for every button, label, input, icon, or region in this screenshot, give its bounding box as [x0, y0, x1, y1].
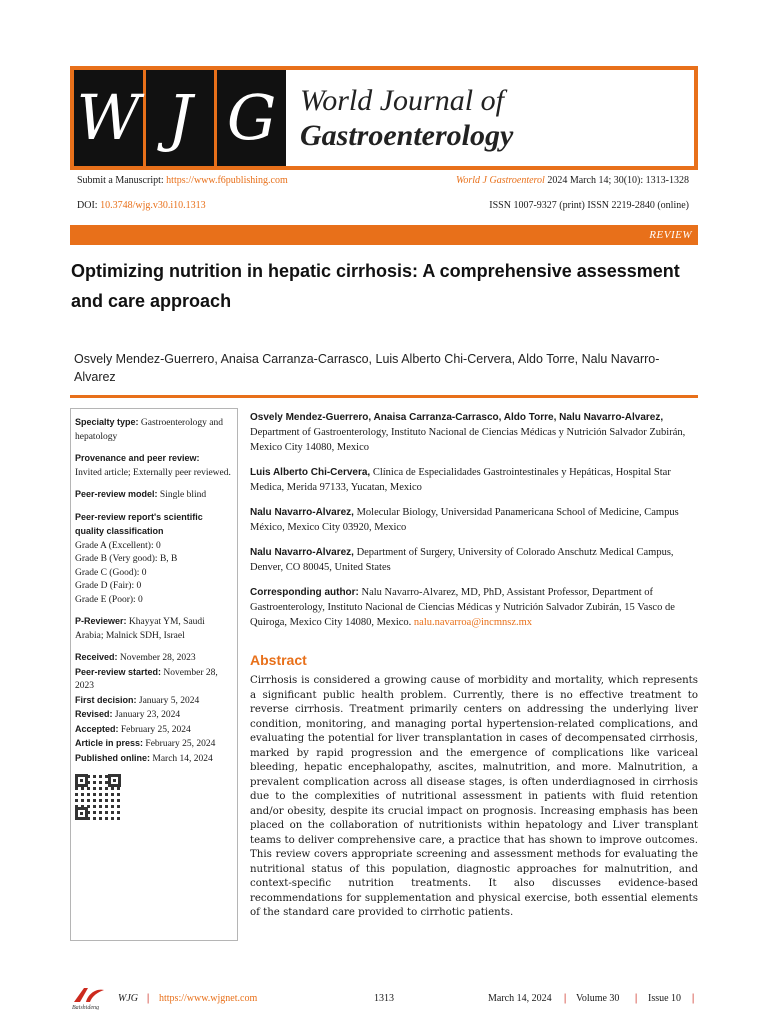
divider	[70, 395, 698, 398]
journal-name-line2: Gastroenterology	[300, 118, 514, 152]
article-type-bar: REVIEW	[70, 225, 698, 245]
affiliation	[250, 545, 698, 575]
date-peer-review-started	[75, 666, 233, 694]
logo-letter-j: J	[146, 70, 215, 166]
footer-journal: WJG	[118, 993, 138, 1004]
specialty-label: Specialty type:	[75, 417, 139, 427]
affiliation-text: Department of Surgery, University of Colorado Anschutz Medical Campus, Denver, CO 80045, United States	[250, 547, 674, 573]
journal-name-line1: World Journal of	[300, 84, 504, 117]
date-value: March 14, 2024	[152, 753, 213, 764]
submit-label: Submit a Manuscript:	[77, 175, 164, 186]
date-label: Article in press:	[75, 738, 144, 748]
provenance-label: Provenance and peer review:	[75, 453, 200, 463]
date-in-press	[75, 737, 233, 752]
date-value: February 25, 2024	[145, 739, 216, 749]
corresponding-email-link[interactable]: nalu.navarroa@incmnsz.mx	[413, 617, 533, 628]
qr-code-icon[interactable]	[75, 774, 121, 820]
classification-label: Peer-review report's scientific quality classification	[75, 511, 203, 536]
affiliation-authors: Nalu Navarro-Alvarez,	[250, 507, 354, 518]
affiliation	[250, 410, 698, 455]
footer-issue: Issue 10	[648, 993, 682, 1004]
abstract-heading: Abstract	[250, 652, 307, 668]
p-reviewer	[75, 615, 233, 643]
citation	[456, 175, 689, 186]
journal-logo	[74, 70, 286, 166]
date-accepted	[75, 723, 233, 738]
citation-details: 2024 March 14; 30(10): 1313-1328	[547, 175, 689, 186]
author-list: Osvely Mendez-Guerrero, Anaisa Carranza-Carrasco, Luis Alberto Chi-Cervera, Aldo Torre, Nalu Navarro-Alvarez	[74, 352, 660, 384]
grade-c: Grade C (Good): 0	[75, 567, 147, 578]
date-first-decision	[75, 694, 233, 709]
corresponding-label: Corresponding author:	[250, 587, 359, 598]
date-received	[75, 651, 233, 666]
date-published	[75, 752, 233, 767]
baishideng-logo-icon	[70, 984, 110, 1010]
reviewer-label: P-Reviewer:	[75, 616, 127, 626]
doi	[77, 200, 206, 211]
date-label: Revised:	[75, 709, 113, 719]
peer-review-model	[75, 488, 233, 503]
affiliation-authors: Osvely Mendez-Guerrero, Anaisa Carranza-Carrasco, Aldo Torre, Nalu Navarro-Alvarez,	[250, 412, 664, 423]
footer-separator: |	[635, 993, 638, 1004]
date-value: January 23, 2024	[114, 710, 181, 720]
logo-letter-g: G	[217, 70, 286, 166]
footer-url-link[interactable]: https://www.wjgnet.com	[159, 993, 258, 1004]
article-info-sidebar	[70, 408, 238, 941]
date-value: November 28, 2023	[119, 653, 196, 663]
date-label: Peer-review started:	[75, 666, 162, 677]
logo-letter-w: W	[74, 70, 143, 166]
peer-model-label: Peer-review model:	[75, 489, 158, 499]
peer-model-value: Single blind	[159, 490, 207, 500]
page-footer	[70, 990, 698, 1010]
publisher-mark: Baishideng	[72, 1005, 99, 1010]
article-dates	[75, 651, 233, 766]
affiliation	[250, 505, 698, 535]
affiliation-text: Clínica de Especialidades Gastrointestinales y Hepáticas, Hospital Star Medica, Merida 97133, Yucatan, Mexico	[250, 467, 671, 493]
page-number: 1313	[374, 993, 394, 1004]
date-value: January 5, 2024	[138, 695, 200, 706]
date-value: November 28, 2023	[75, 667, 218, 691]
journal-name	[300, 84, 513, 153]
grade-e: Grade E (Poor): 0	[75, 594, 143, 605]
reviewer-value: Khayyat YM, Saudi Arabia; Malnick SDH, Israel	[75, 617, 205, 641]
specialty-type	[75, 416, 233, 444]
footer-volume: Volume 30	[576, 993, 620, 1004]
submit-manuscript	[77, 175, 288, 186]
abstract-body: Cirrhosis is considered a growing cause of morbidity and mortality, which represents a significant public health problem. Currently, there is no effective treatment to reverse cirrhosis. Treatment primarily centers on addressing the underlying liver condition, monitoring, and managing portal hypertension-related complications, and evaluating the potential for liver transplantation in cases of decompensated cirrhosis, marked by rapid progression and the emergence of complications like variceal bleeding, hepatic encephalopathy, ascites, malnutrition, and more. Malnutrition, a prevalent complication across all disease stages, is often underdiagnosed in cirrhosis due to the complexities of nutritional assessment in patients with fluid retention and/or obesity, despite its crucial impact on prognosis. Increasing emphasis has been placed on the collaboration of nutritionists within hepatology and Liver transplant teams to deliver comprehensive care, a practice that has shown to improve outcomes. This review covers appropriate screening and assessment methods for evaluating the nutritional status of this population, diagnostic approaches for malnutrition, and context-specific nutrition treatments. It also discusses evidence-based recommendations for supplementation and physical exercise, both essential elements of the standard care provided to cirrhotic patients.	[250, 675, 698, 918]
date-label: Published online:	[75, 752, 151, 763]
grade-b: Grade B (Very good): B, B	[75, 554, 178, 564]
date-revised	[75, 708, 233, 723]
specialty-value: Gastroenterology and hepatology	[75, 418, 223, 442]
footer-separator: |	[147, 993, 150, 1004]
doi-link[interactable]: 10.3748/wjg.v30.i10.1313	[100, 200, 206, 211]
affiliation-authors: Nalu Navarro-Alvarez,	[250, 547, 354, 558]
journal-masthead	[70, 66, 698, 170]
corresponding-text: Nalu Navarro-Alvarez, MD, PhD, Assistant Professor, Department of Gastroenterology, Instituto Nacional de Ciencias Médicas y Nutrición Salvador Zubirán, 15 Vasco de Quiroga, Mexico City 14080, Mexico.	[250, 587, 675, 628]
affiliation-text: Department of Gastroenterology, Instituto Nacional de Ciencias Médicas y Nutrición Salvador Zubirán, Mexico City 14080, Mexico	[250, 427, 686, 453]
date-label: Accepted:	[75, 723, 119, 734]
provenance-value: Invited article; Externally peer reviewed.	[75, 467, 231, 478]
grade-a: Grade A (Excellent): 0	[75, 540, 161, 551]
footer-separator: |	[564, 993, 567, 1004]
affiliation-authors: Luis Alberto Chi-Cervera,	[250, 467, 371, 478]
affiliation	[250, 465, 698, 495]
affiliation-text: Molecular Biology, Universidad Panamericana School of Medicine, Campus México, Mexico City 03920, Mexico	[250, 507, 679, 533]
footer-date: March 14, 2024	[488, 993, 552, 1004]
quality-classification	[75, 511, 233, 608]
article-title: Optimizing nutrition in hepatic cirrhosis: A comprehensive assessment and care approach	[71, 261, 680, 311]
corresponding-author	[250, 585, 698, 630]
submit-link[interactable]: https://www.f6publishing.com	[166, 175, 288, 186]
date-label: First decision:	[75, 694, 137, 705]
provenance	[75, 452, 233, 480]
footer-separator: |	[692, 993, 695, 1004]
citation-journal: World J Gastroenterol	[455, 175, 545, 186]
doi-label: DOI:	[77, 200, 98, 211]
issn: ISSN 1007-9327 (print) ISSN 2219-2840 (online)	[489, 200, 689, 211]
grade-d: Grade D (Fair): 0	[75, 581, 142, 591]
date-label: Received:	[75, 652, 118, 662]
date-value: February 25, 2024	[120, 724, 191, 735]
affiliations	[250, 410, 698, 640]
